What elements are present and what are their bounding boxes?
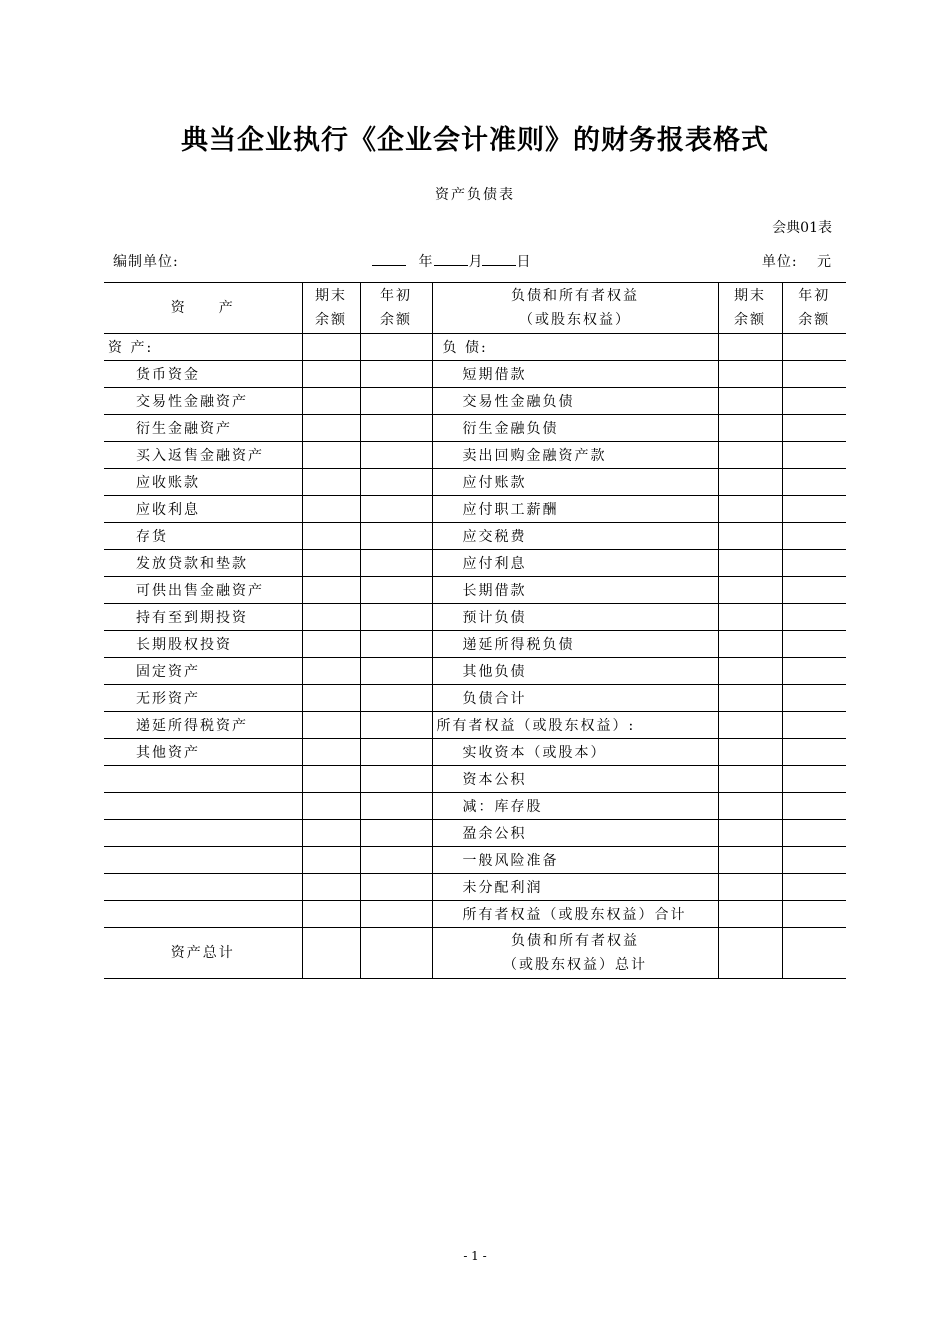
amount-cell[interactable] — [302, 496, 360, 523]
amount-cell[interactable] — [302, 442, 360, 469]
table-row — [104, 415, 846, 442]
page-number: - 1 - — [463, 1249, 487, 1263]
asset-item: 衍生金融资产 — [104, 415, 302, 442]
table-row — [104, 388, 846, 415]
asset-item: 存货 — [104, 523, 302, 550]
year-blank[interactable] — [372, 251, 406, 266]
amount-cell[interactable] — [302, 550, 360, 577]
liability-item: 交易性金融负债 — [432, 388, 718, 415]
table-row — [104, 550, 846, 577]
asset-item — [104, 901, 302, 928]
amount-cell[interactable] — [718, 766, 782, 793]
amount-cell[interactable] — [360, 550, 432, 577]
amount-cell[interactable] — [782, 766, 846, 793]
amount-cell[interactable] — [360, 415, 432, 442]
liability-item: 应付职工薪酬 — [432, 496, 718, 523]
liability-item: 其他负债 — [432, 658, 718, 685]
header-assets: 资 产 — [104, 283, 302, 334]
amount-cell[interactable] — [782, 712, 846, 739]
liability-item: 卖出回购金融资产款 — [432, 442, 718, 469]
header-liabilities-equity: 负债和所有者权益 （或股东权益） — [432, 283, 718, 334]
asset-item — [104, 793, 302, 820]
amount-cell[interactable] — [360, 388, 432, 415]
amount-cell[interactable] — [718, 739, 782, 766]
form-number: 会典01表 — [772, 220, 832, 236]
amount-cell[interactable] — [782, 523, 846, 550]
asset-item: 其他资产 — [104, 739, 302, 766]
statement-name: 资产负债表 — [435, 187, 515, 203]
amount-cell[interactable] — [360, 874, 432, 901]
amount-cell[interactable] — [360, 901, 432, 928]
table-row — [104, 766, 846, 793]
amount-cell[interactable] — [360, 442, 432, 469]
amount-cell[interactable] — [782, 685, 846, 712]
table-row — [104, 739, 846, 766]
amount-cell[interactable] — [302, 334, 360, 361]
amount-cell[interactable] — [782, 739, 846, 766]
liability-item: 负债合计 — [432, 685, 718, 712]
amount-cell[interactable] — [718, 631, 782, 658]
amount-cell[interactable] — [360, 928, 432, 979]
table-row — [104, 820, 846, 847]
liabilities-equity-total-label: 负债和所有者权益 （或股东权益）总计 — [432, 928, 718, 979]
amount-cell[interactable] — [718, 685, 782, 712]
header-begin-balance: 年初 余额 — [360, 283, 432, 334]
month-label: 月 — [468, 254, 483, 270]
amount-cell[interactable] — [302, 712, 360, 739]
table-row — [104, 658, 846, 685]
header-end-balance-2: 期末 余额 — [718, 283, 782, 334]
amount-cell[interactable] — [782, 361, 846, 388]
liability-item: 长期借款 — [432, 577, 718, 604]
amount-cell[interactable] — [360, 712, 432, 739]
amount-cell[interactable] — [302, 847, 360, 874]
liability-item: 未分配利润 — [432, 874, 718, 901]
table-row — [104, 631, 846, 658]
amount-cell[interactable] — [360, 361, 432, 388]
section-row — [104, 334, 846, 361]
asset-item: 买入返售金融资产 — [104, 442, 302, 469]
amount-cell[interactable] — [302, 685, 360, 712]
liability-item: 一般风险准备 — [432, 847, 718, 874]
amount-cell[interactable] — [718, 469, 782, 496]
amount-cell[interactable] — [718, 901, 782, 928]
amount-cell[interactable] — [302, 928, 360, 979]
header-end-balance: 期末 余额 — [302, 283, 360, 334]
asset-item: 固定资产 — [104, 658, 302, 685]
unit-value: 元 — [817, 254, 832, 270]
month-blank[interactable] — [434, 251, 468, 266]
amount-cell[interactable] — [302, 469, 360, 496]
table-row — [104, 442, 846, 469]
amount-cell[interactable] — [718, 496, 782, 523]
asset-item: 可供出售金融资产 — [104, 577, 302, 604]
amount-cell[interactable] — [302, 739, 360, 766]
amount-cell[interactable] — [718, 577, 782, 604]
amount-cell[interactable] — [782, 577, 846, 604]
amount-cell[interactable] — [718, 604, 782, 631]
amount-cell[interactable] — [302, 793, 360, 820]
amount-cell[interactable] — [782, 820, 846, 847]
day-label: 日 — [516, 254, 531, 270]
asset-item — [104, 766, 302, 793]
amount-cell[interactable] — [302, 361, 360, 388]
amount-cell[interactable] — [360, 577, 432, 604]
table-row — [104, 604, 846, 631]
asset-item: 长期股权投资 — [104, 631, 302, 658]
asset-item: 货币资金 — [104, 361, 302, 388]
amount-cell[interactable] — [360, 766, 432, 793]
amount-cell[interactable] — [718, 874, 782, 901]
asset-item: 持有至到期投资 — [104, 604, 302, 631]
amount-cell[interactable] — [782, 658, 846, 685]
amount-cell[interactable] — [302, 388, 360, 415]
unit-label: 单位: — [761, 254, 798, 270]
amount-cell[interactable] — [302, 577, 360, 604]
table-row — [104, 901, 846, 928]
amount-cell[interactable] — [302, 631, 360, 658]
amount-cell[interactable] — [302, 766, 360, 793]
document-title: 典当企业执行《企业会计准则》的财务报表格式 — [181, 125, 769, 156]
table-row — [104, 469, 846, 496]
amount-cell[interactable] — [718, 820, 782, 847]
amount-cell[interactable] — [360, 604, 432, 631]
amount-cell[interactable] — [782, 604, 846, 631]
amount-cell[interactable] — [782, 874, 846, 901]
asset-item — [104, 820, 302, 847]
day-blank[interactable] — [482, 251, 516, 266]
amount-cell[interactable] — [782, 415, 846, 442]
amount-cell[interactable] — [302, 523, 360, 550]
amount-cell[interactable] — [302, 820, 360, 847]
year-label: 年 — [418, 254, 433, 270]
liability-item: 盈余公积 — [432, 820, 718, 847]
amount-cell[interactable] — [302, 658, 360, 685]
amount-cell[interactable] — [718, 388, 782, 415]
asset-item: 交易性金融资产 — [104, 388, 302, 415]
amount-cell[interactable] — [782, 442, 846, 469]
liability-item: 所有者权益（或股东权益）合计 — [432, 901, 718, 928]
asset-item: 发放贷款和垫款 — [104, 550, 302, 577]
liability-item: 衍生金融负债 — [432, 415, 718, 442]
amount-cell[interactable] — [360, 469, 432, 496]
liability-item: 减：库存股 — [432, 793, 718, 820]
date-line — [372, 251, 530, 271]
amount-cell[interactable] — [360, 820, 432, 847]
amount-cell[interactable] — [360, 631, 432, 658]
header-begin-balance-2: 年初 余额 — [782, 283, 846, 334]
amount-cell[interactable] — [782, 550, 846, 577]
amount-cell[interactable] — [718, 658, 782, 685]
liability-item: 所有者权益（或股东权益）: — [432, 712, 718, 739]
assets-total-label: 资产总计 — [104, 928, 302, 979]
liability-item: 资本公积 — [432, 766, 718, 793]
table-row — [104, 523, 846, 550]
liability-item: 应交税费 — [432, 523, 718, 550]
amount-cell[interactable] — [302, 415, 360, 442]
amount-cell[interactable] — [782, 388, 846, 415]
amount-cell[interactable] — [782, 847, 846, 874]
table-row — [104, 874, 846, 901]
totals-row — [104, 928, 846, 979]
amount-cell[interactable] — [360, 658, 432, 685]
table-row — [104, 712, 846, 739]
amount-cell[interactable] — [782, 334, 846, 361]
table-row — [104, 577, 846, 604]
amount-cell[interactable] — [360, 334, 432, 361]
amount-cell[interactable] — [360, 523, 432, 550]
amount-cell[interactable] — [302, 874, 360, 901]
amount-cell[interactable] — [782, 631, 846, 658]
liability-item: 应付利息 — [432, 550, 718, 577]
header-row — [104, 283, 846, 334]
amount-cell[interactable] — [718, 442, 782, 469]
amount-cell[interactable] — [360, 739, 432, 766]
amount-cell[interactable] — [718, 928, 782, 979]
amount-cell[interactable] — [360, 793, 432, 820]
table-row — [104, 793, 846, 820]
amount-cell[interactable] — [718, 523, 782, 550]
amount-cell[interactable] — [718, 712, 782, 739]
asset-item: 应收账款 — [104, 469, 302, 496]
liability-item: 预计负债 — [432, 604, 718, 631]
amount-cell[interactable] — [718, 415, 782, 442]
table-row — [104, 496, 846, 523]
amount-cell[interactable] — [782, 901, 846, 928]
amount-cell[interactable] — [782, 496, 846, 523]
liability-item: 短期借款 — [432, 361, 718, 388]
balance-sheet-table — [104, 282, 846, 979]
asset-item — [104, 874, 302, 901]
amount-cell[interactable] — [360, 685, 432, 712]
prepared-by-label: 编制单位: — [113, 254, 179, 270]
asset-item — [104, 847, 302, 874]
amount-cell[interactable] — [718, 793, 782, 820]
amount-cell[interactable] — [302, 901, 360, 928]
amount-cell[interactable] — [782, 469, 846, 496]
section-assets: 资 产: — [104, 334, 302, 361]
asset-item: 递延所得税资产 — [104, 712, 302, 739]
section-liabilities: 负 债: — [432, 334, 718, 361]
amount-cell[interactable] — [718, 361, 782, 388]
table-row — [104, 685, 846, 712]
amount-cell[interactable] — [782, 928, 846, 979]
table-row — [104, 847, 846, 874]
amount-cell[interactable] — [302, 604, 360, 631]
asset-item: 无形资产 — [104, 685, 302, 712]
amount-cell[interactable] — [360, 847, 432, 874]
amount-cell[interactable] — [782, 793, 846, 820]
liability-item: 应付账款 — [432, 469, 718, 496]
asset-item: 应收利息 — [104, 496, 302, 523]
currency-unit — [762, 251, 832, 271]
table-row — [104, 361, 846, 388]
liability-item: 实收资本（或股本） — [432, 739, 718, 766]
liability-item: 递延所得税负债 — [432, 631, 718, 658]
amount-cell[interactable] — [718, 847, 782, 874]
amount-cell[interactable] — [718, 550, 782, 577]
amount-cell[interactable] — [360, 496, 432, 523]
amount-cell[interactable] — [718, 334, 782, 361]
